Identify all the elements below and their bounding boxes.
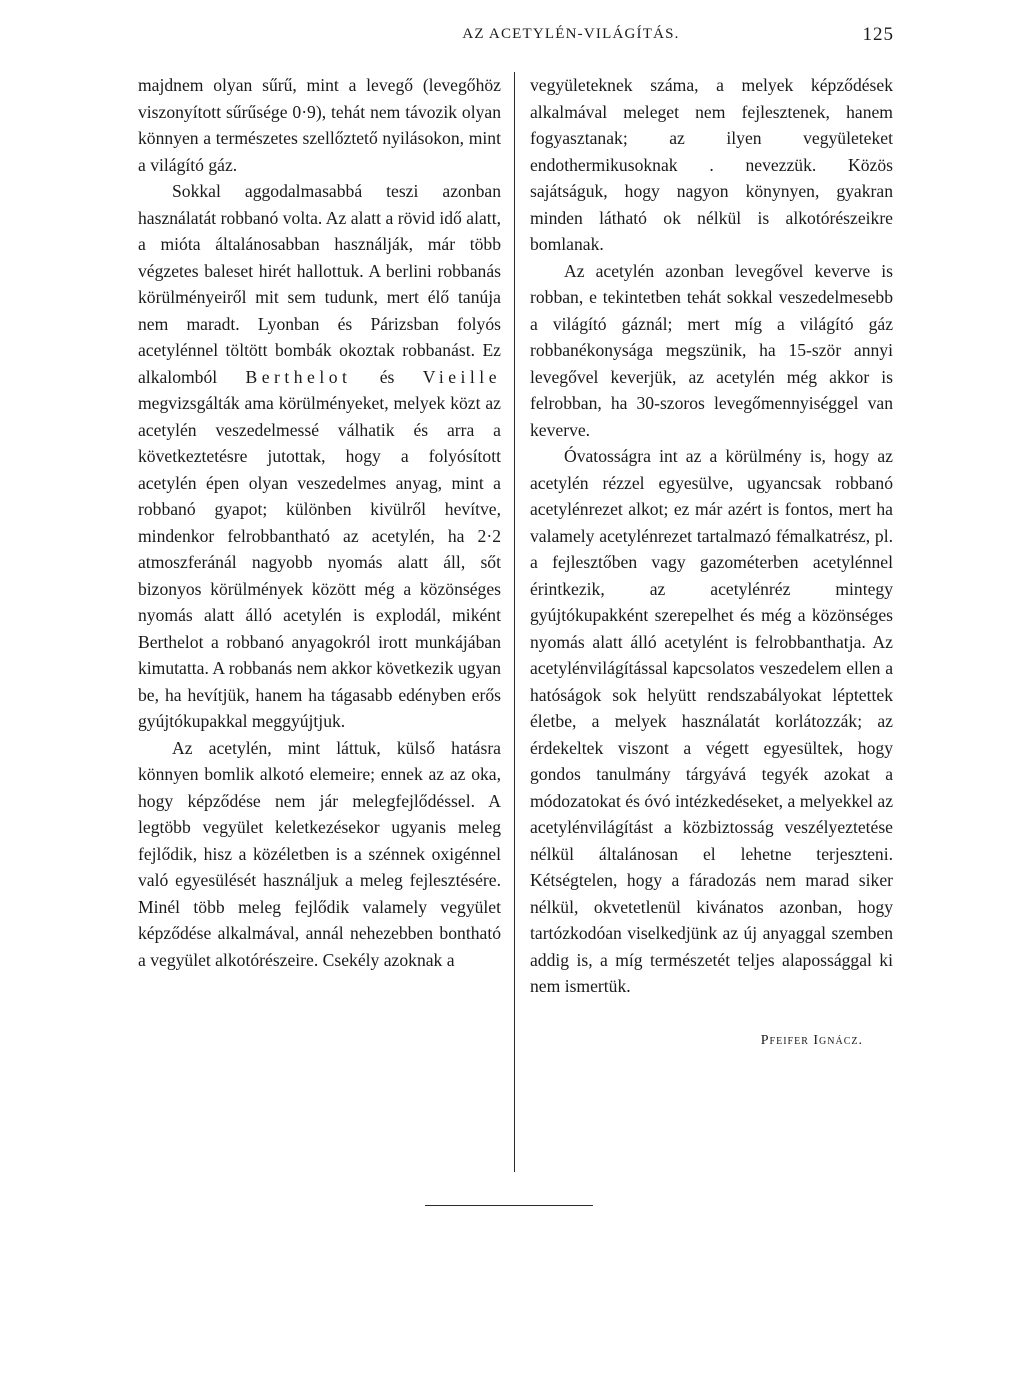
- paragraph: Az acetylén azonban levegővel keverve is robban, e tekintetben tehát sokkal veszedelmesebb a világító gáznál; mert míg a világító gáz robbanékonysága megszünik, ha 15-ször annyi levegővel keverjük, az acetylén még akkor is felrobban, ha 30-szoros levegőmennyiséggel van keverve.: [530, 260, 893, 440]
- right-column: [530, 72, 893, 1054]
- article-body: [138, 72, 894, 1182]
- author-name-vieille: Vieille: [422, 366, 502, 387]
- conjunction: és: [379, 366, 395, 387]
- paragraph: majdnem olyan sűrű, mint a levegő (levegőhöz viszonyított sűrűsége 0·9), tehát nem távozik olyan könnyen a természetes szellőztető nyilásokon, mint a világító gáz.: [138, 75, 501, 175]
- author-signature: Pfeifer Ignácz.: [760, 1032, 863, 1048]
- paragraph: vegyületeknek száma, a melyek képződések alkalmával meleget nem fejlesztenek, hanem fogyasztanak; az ilyen vegyületeket endothermikusoknak . nevezzük. Közös sajátságuk, hogy nagyon könynyen, gyakran minden látható ok nélkül is alkotórészeikre bomlanak.: [530, 75, 893, 254]
- left-column: [138, 72, 501, 973]
- paragraph-text: Sokkal aggodalmasabbá teszi azonban használatát robbanó volta. Az alatt a rövid idő alatt, a mióta általánosabban használják, már több végzetes baleset hirét hallottuk. A berlini robbanás körülményeiről mit sem tudunk, mert élő tanúja nem maradt. Lyonban és Párizsban folyós acetylénnel töltött bombák okoztak robbanást. Ez alkalomból: [138, 181, 501, 387]
- paragraph-text: megvizsgálták ama körülményeket, melyek közt az acetylén veszedelmessé válhatik és arra a következtetésre jutottak, hogy a folyósított acetylén épen olyan veszedelmes anyag, mint a robbanó gyapot; különben kivülről hevítve, mindenkor felrobbantható az acetylén, ha 2·2 atmoszferánál nagyobb nyomás alatt áll, sőt bizonyos körülmények között még a közönséges nyomás alatt álló acetylén is explodál, miként Berthelot a robbanó anyagokról irott munkájában kimutatta. A robbanás nem akkor következik ugyan be, ha hevítjük, hanem ha tágasabb edényben erős gyújtókupakkal meggyújtjuk.: [138, 393, 501, 731]
- running-header: [138, 26, 894, 56]
- paragraph: [138, 178, 501, 735]
- author-name-berthelot: Berthelot: [245, 366, 352, 387]
- footer-rule: [425, 1205, 593, 1206]
- paragraph: Óvatosságra int az a körülmény is, hogy az acetylén rézzel egyesülve, ugyancsak robbanó acetylénrezet alkot; ez már azért is fontos, mert ha valamely acetylénrezet tartalmazó fémalkatrész, pl. a fejlesztőben vagy gazométerben acetylénnel érintkezik, az acetylénréz mintegy gyújtókupakként szerepelhet és még a közönséges nyomás alatt álló acetylént is felrobbanthatja. Az acetylénvilágítással kapcsolatos veszedelem ellen a hatóságok sok helyütt rendszabályokat léptettek életbe, a melyek használatát korlátozzák; az érdekeltek viszont a végett egyesültek, hogy gondos tanulmány tárgyává tegyék azokat a módozatokat és óvó intézkedéseket, a melyekkel az acetylénvilágítást a közbiztosság veszélyeztetése nélkül általánosan el lehetne terjeszteni. Kétségtelen, hogy a fáradozás nem marad siker nélkül, okvetetlenül kivánatos azonban, hogy tartózkodóan viselkedjünk az új anyaggal szemben addig is, a míg természetét teljes alapossággal ki nem ismertük.: [530, 446, 893, 996]
- page-number: 125: [862, 24, 894, 45]
- paragraph: Az acetylén, mint láttuk, külső hatásra könnyen bomlik alkotó elemeire; ennek az az oka, hogy képződése nem jár melegfejlődéssel. A legtöbb vegyület keletkezésekor ugyanis meleg fejlődik, hisz a közéletben is a szénnek oxigénnel való egyesülését használjuk a meleg fejlesztésére. Minél több meleg fejlődik valamely vegyület képződése alkalmával, annál nehezebben bontható a vegyület alkotórészeire. Csekély azoknak a: [138, 737, 501, 970]
- running-title: AZ ACETYLÉN-VILÁGÍTÁS.: [462, 26, 680, 42]
- column-divider: [514, 72, 515, 1172]
